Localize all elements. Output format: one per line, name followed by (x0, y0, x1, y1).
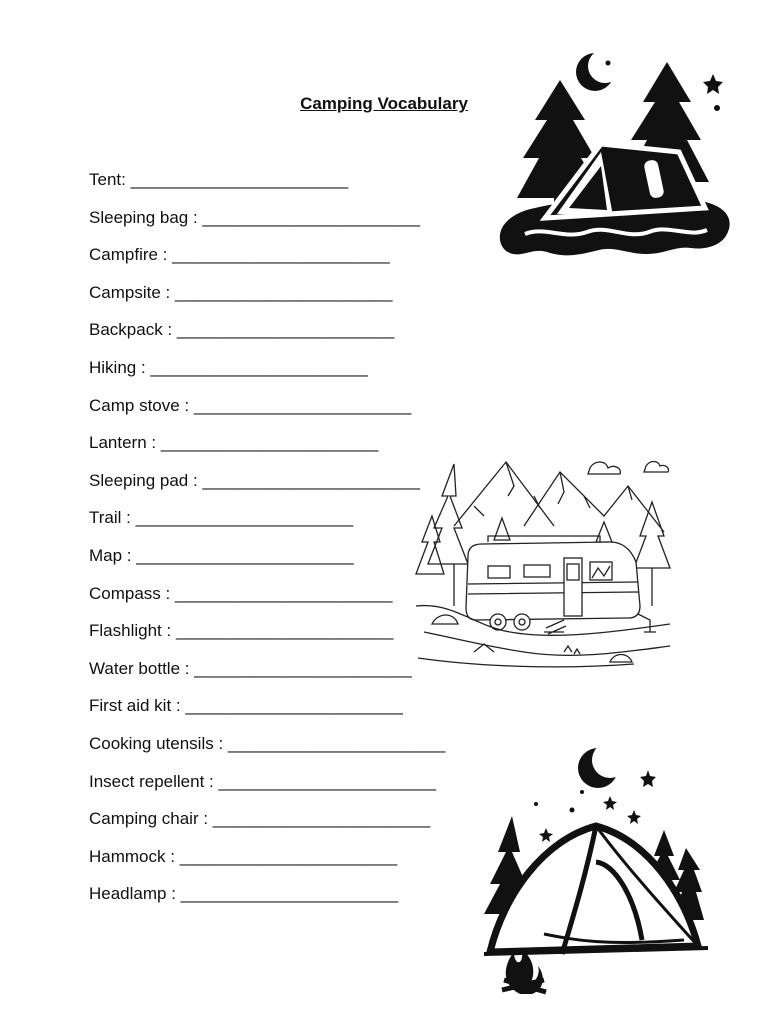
vocab-term: Tent: (89, 170, 126, 189)
answer-blank: _______________________ (180, 884, 399, 904)
vocab-term: Headlamp : (89, 884, 176, 904)
list-item (89, 318, 445, 356)
answer-blank: _______________________ (130, 170, 349, 189)
answer-blank: _______________________ (193, 395, 412, 415)
vocab-term: Camp stove : (89, 395, 190, 415)
list-item (89, 694, 445, 732)
list-item (89, 168, 445, 206)
answer-blank: _______________________ (194, 658, 412, 678)
list-item (89, 845, 445, 883)
list-item (89, 281, 445, 319)
vocab-term: Cooking utensils : (89, 733, 224, 753)
answer-blank: _______________________ (218, 771, 436, 791)
vocab-term: Flashlight : (89, 621, 172, 641)
answer-blank: _______________________ (150, 357, 368, 377)
vocab-term: Map : (89, 545, 132, 565)
answer-blank: _______________________ (227, 733, 446, 753)
vocabulary-list (89, 168, 445, 920)
answer-blank: _______________________ (185, 696, 403, 716)
vocab-term: Lantern : (89, 433, 157, 453)
vocab-term: Campfire : (89, 245, 168, 265)
list-item (89, 657, 445, 695)
list-item (89, 732, 445, 770)
answer-blank: _______________________ (174, 282, 393, 302)
vocab-term: Hiking : (89, 357, 146, 377)
list-item (89, 243, 445, 281)
vocab-term: Hammock : (89, 846, 175, 866)
vocab-term: Insect repellent : (89, 771, 214, 791)
vocab-term: Backpack : (89, 320, 173, 340)
tent-under-trees-icon (495, 48, 735, 260)
answer-blank: _______________________ (174, 583, 393, 603)
answer-blank: _______________________ (202, 207, 420, 227)
list-item (89, 431, 445, 469)
answer-blank: _______________________ (212, 809, 431, 829)
vocab-term: Sleeping pad : (89, 470, 198, 490)
answer-blank: _______________________ (179, 846, 398, 866)
list-item (89, 544, 445, 582)
list-item (89, 582, 445, 620)
vocab-term: Trail : (89, 508, 131, 528)
vocab-term: Water bottle : (89, 658, 190, 678)
answer-blank: _______________________ (202, 470, 420, 490)
list-item (89, 882, 445, 920)
list-item (89, 770, 445, 808)
answer-blank: _______________________ (176, 320, 395, 340)
vocab-term: First aid kit : (89, 696, 181, 716)
answer-blank: _______________________ (136, 545, 354, 565)
vocab-term: Campsite : (89, 282, 171, 302)
list-item (89, 394, 445, 432)
list-item (89, 506, 445, 544)
answer-blank: _______________________ (175, 621, 394, 641)
answer-blank: _______________________ (160, 433, 379, 453)
answer-blank: _______________________ (135, 508, 354, 528)
list-item (89, 619, 445, 657)
camper-trailer-in-mountains-illustration (414, 456, 674, 678)
list-item (89, 469, 445, 507)
page-title: Camping Vocabulary (300, 94, 468, 113)
dome-tent-with-campfire-icon (484, 744, 708, 996)
vocab-term: Camping chair : (89, 809, 209, 829)
list-item (89, 206, 445, 244)
vocab-term: Sleeping bag : (89, 207, 198, 227)
list-item (89, 807, 445, 845)
vocab-term: Compass : (89, 583, 171, 603)
list-item (89, 356, 445, 394)
answer-blank: _______________________ (172, 245, 390, 265)
